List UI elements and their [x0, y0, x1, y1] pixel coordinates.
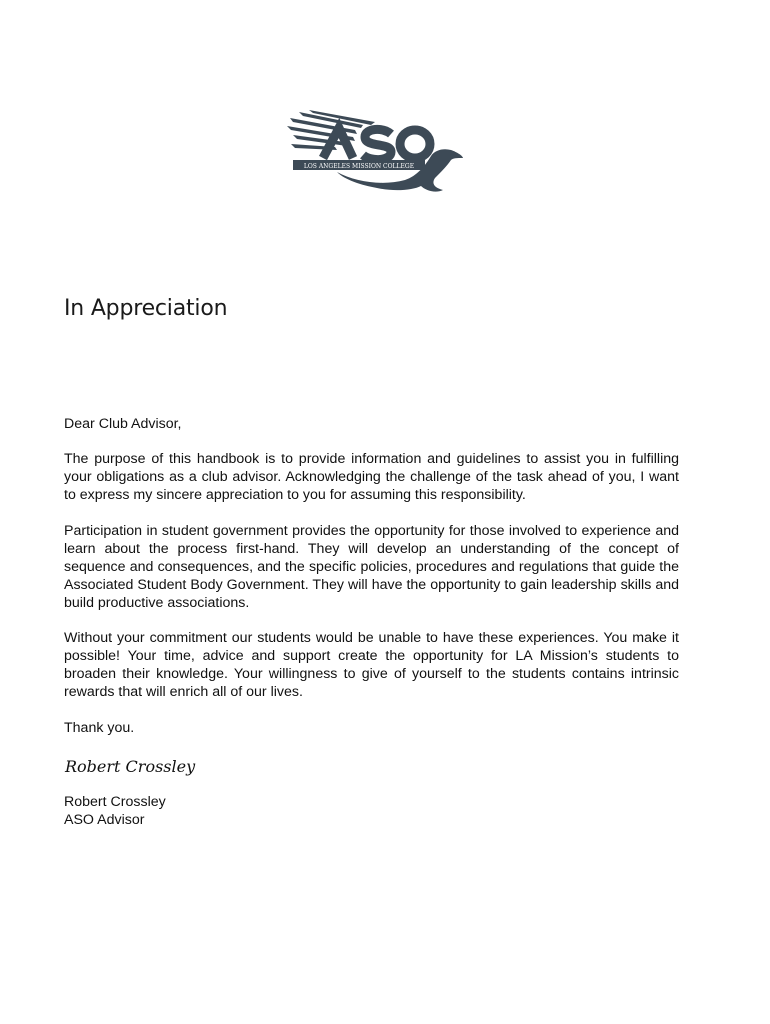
page-title: In Appreciation: [64, 296, 228, 321]
signature-script: Robert Crossley: [65, 757, 196, 776]
paragraph-commitment: Without your commitment our students would be unable to have these experiences. You make it possible! Your time, advice and support create the opportunity for LA Mission’s students to broaden their knowledge. Your willingness to give of yourself to the students contains intrinsic rewards that will enrich all of our lives.: [64, 630, 679, 700]
signer-name: Robert Crossley: [64, 794, 166, 810]
handwritten-signature: [64, 752, 264, 782]
paragraph-participation: Participation in student government provides the opportunity for those involved to experience and learn about the process first-hand. They will develop an understanding of the concept of sequence and consequences, and the specific policies, procedures and regulations that guide the Associated Student Body Government. They will have the opportunity to gain leadership skills and build productive associations.: [64, 522, 679, 611]
letter-body: [64, 415, 679, 754]
aso-eagle-logo: [285, 110, 465, 195]
logo-subtitle: LOS ANGELES MISSION COLLEGE: [303, 163, 415, 170]
signature-block: [64, 793, 166, 829]
paragraph-purpose: The purpose of this handbook is to provide information and guidelines to assist you in fulfilling your obligations as a club advisor. Acknowledging the challenge of the task ahead of you, I want to express my sincere appreciation to you for assuming this responsibility.: [64, 451, 679, 503]
signer-role: ASO Advisor: [64, 812, 145, 828]
thank-you: Thank you.: [64, 719, 135, 736]
salutation: Dear Club Advisor,: [64, 416, 182, 432]
